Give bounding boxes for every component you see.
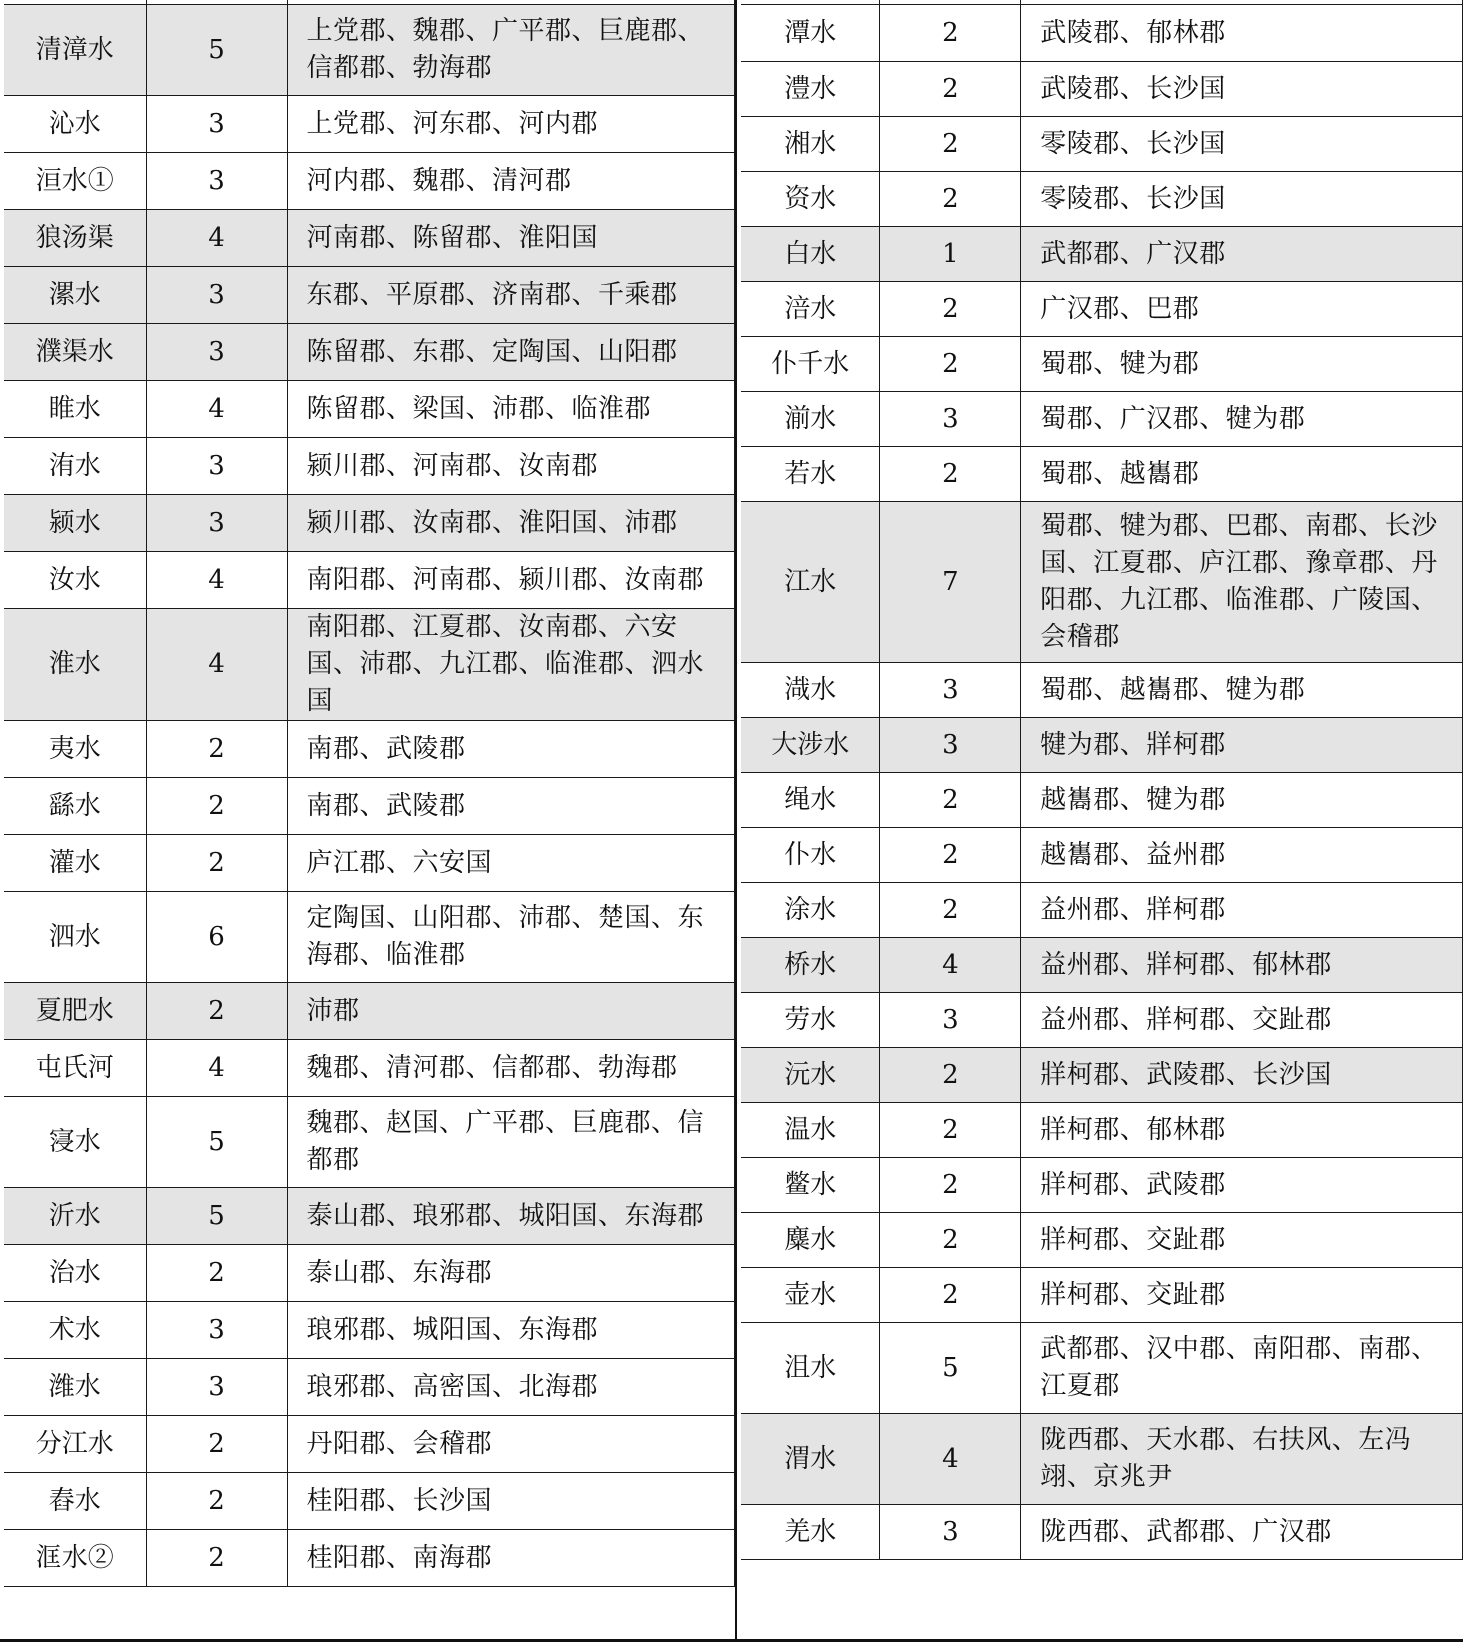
commandery-list: 桂阳郡、南海郡 — [287, 1530, 734, 1587]
river-name: 睢水 — [4, 381, 146, 438]
table-row — [741, 1213, 1463, 1268]
commandery-count: 2 — [880, 117, 1021, 172]
commandery-list: 魏郡、赵国、广平郡、巨鹿郡、信都郡 — [287, 1097, 734, 1188]
table-row — [741, 282, 1463, 337]
river-name: 湔水 — [741, 392, 880, 447]
table-row — [741, 828, 1463, 883]
river-name: 壶水 — [741, 1268, 880, 1323]
table-row — [741, 1414, 1463, 1505]
commandery-list: 琅邪郡、城阳国、东海郡 — [287, 1302, 734, 1359]
table-row — [741, 447, 1463, 502]
river-name: 寖水 — [4, 1097, 146, 1188]
table-row — [4, 1097, 734, 1188]
river-name: 温水 — [741, 1103, 880, 1158]
commandery-list: 陈留郡、梁国、沛郡、临淮郡 — [287, 381, 734, 438]
commandery-count: 2 — [146, 1473, 287, 1530]
river-name: 洭水② — [4, 1530, 146, 1587]
commandery-count: 3 — [146, 96, 287, 153]
commandery-list: 蜀郡、越巂郡、犍为郡 — [1021, 663, 1463, 718]
commandery-count: 5 — [146, 1188, 287, 1245]
river-name: 麋水 — [741, 1213, 880, 1268]
commandery-list: 南郡、武陵郡 — [287, 778, 734, 835]
table-row — [4, 438, 734, 495]
commandery-list: 南阳郡、江夏郡、汝南郡、六安国、沛郡、九江郡、临淮郡、泗水国 — [287, 609, 734, 721]
table-row — [741, 718, 1463, 773]
commandery-list: 南阳郡、河南郡、颍川郡、汝南郡 — [287, 552, 734, 609]
commandery-count: 2 — [880, 447, 1021, 502]
commandery-count: 2 — [880, 337, 1021, 392]
commandery-count: 3 — [146, 1302, 287, 1359]
commandery-list: 颍川郡、河南郡、汝南郡 — [287, 438, 734, 495]
river-name: 潭水 — [741, 5, 880, 62]
commandery-list: 蜀郡、犍为郡、巴郡、南郡、长沙国、江夏郡、庐江郡、豫章郡、丹阳郡、九江郡、临淮郡、广陵国、会稽郡 — [1021, 502, 1463, 663]
commandery-count: 2 — [880, 883, 1021, 938]
river-name: 潍水 — [4, 1359, 146, 1416]
commandery-count: 7 — [880, 502, 1021, 663]
river-name: 濮渠水 — [4, 324, 146, 381]
commandery-list: 颍川郡、汝南郡、淮阳国、沛郡 — [287, 495, 734, 552]
table-row — [4, 381, 734, 438]
table-row — [4, 267, 734, 324]
river-name: 沮水 — [741, 1323, 880, 1414]
river-name: 涪水 — [741, 282, 880, 337]
commandery-count: 2 — [146, 778, 287, 835]
commandery-list: 越巂郡、犍为郡 — [1021, 773, 1463, 828]
table-row — [741, 1048, 1463, 1103]
commandery-list: 定陶国、山阳郡、沛郡、楚国、东海郡、临淮郡 — [287, 892, 734, 983]
table-row — [4, 835, 734, 892]
table-row — [741, 663, 1463, 718]
table-row — [4, 210, 734, 267]
commandery-count: 4 — [146, 1040, 287, 1097]
table-row — [741, 1158, 1463, 1213]
commandery-count: 3 — [146, 153, 287, 210]
commandery-list: 沛郡 — [287, 983, 734, 1040]
river-name: 若水 — [741, 447, 880, 502]
commandery-list: 陇西郡、天水郡、右扶风、左冯翊、京兆尹 — [1021, 1414, 1463, 1505]
river-name: 夷水 — [4, 721, 146, 778]
commandery-count: 2 — [880, 773, 1021, 828]
commandery-list: 上党郡、河东郡、河内郡 — [287, 96, 734, 153]
commandery-list: 上党郡、魏郡、广平郡、巨鹿郡、信都郡、勃海郡 — [287, 5, 734, 96]
table-row — [741, 62, 1463, 117]
river-name: 沅水 — [741, 1048, 880, 1103]
commandery-list: 蜀郡、犍为郡 — [1021, 337, 1463, 392]
river-name: 狼汤渠 — [4, 210, 146, 267]
river-name: 治水 — [4, 1245, 146, 1302]
commandery-list: 益州郡、牂柯郡、交趾郡 — [1021, 993, 1463, 1048]
commandery-count: 2 — [146, 835, 287, 892]
table-row — [741, 502, 1463, 663]
table-row — [741, 1268, 1463, 1323]
table-row — [4, 1040, 734, 1097]
commandery-list: 犍为郡、牂柯郡 — [1021, 718, 1463, 773]
commandery-list: 牂柯郡、郁林郡 — [1021, 1103, 1463, 1158]
commandery-list: 广汉郡、巴郡 — [1021, 282, 1463, 337]
river-name: 渭水 — [741, 1414, 880, 1505]
commandery-count: 3 — [146, 438, 287, 495]
river-name: 沂水 — [4, 1188, 146, 1245]
table-row — [741, 227, 1463, 282]
table-row — [4, 778, 734, 835]
commandery-list: 武陵郡、郁林郡 — [1021, 5, 1463, 62]
commandery-count: 3 — [880, 1505, 1021, 1560]
river-name: 渽水 — [741, 663, 880, 718]
table-row — [4, 324, 734, 381]
table-row — [4, 609, 734, 721]
river-name: 颍水 — [4, 495, 146, 552]
commandery-count: 2 — [146, 1245, 287, 1302]
river-name: 屯氏河 — [4, 1040, 146, 1097]
commandery-count: 1 — [880, 227, 1021, 282]
commandery-list: 牂柯郡、武陵郡、长沙国 — [1021, 1048, 1463, 1103]
commandery-count: 2 — [880, 1048, 1021, 1103]
commandery-list: 陇西郡、武都郡、广汉郡 — [1021, 1505, 1463, 1560]
river-name: 夏肥水 — [4, 983, 146, 1040]
river-name: 澧水 — [741, 62, 880, 117]
commandery-list: 越巂郡、益州郡 — [1021, 828, 1463, 883]
river-name: 资水 — [741, 172, 880, 227]
river-name: 繇水 — [4, 778, 146, 835]
table-row — [741, 1103, 1463, 1158]
river-name: 分江水 — [4, 1416, 146, 1473]
table-row — [4, 892, 734, 983]
river-name: 清漳水 — [4, 5, 146, 96]
table-row — [741, 773, 1463, 828]
commandery-count: 2 — [880, 282, 1021, 337]
commandery-count: 2 — [880, 5, 1021, 62]
river-name: 泗水 — [4, 892, 146, 983]
commandery-list: 零陵郡、长沙国 — [1021, 172, 1463, 227]
commandery-count: 3 — [146, 324, 287, 381]
commandery-count: 2 — [146, 721, 287, 778]
table-row — [741, 1323, 1463, 1414]
commandery-count: 3 — [146, 495, 287, 552]
commandery-list: 魏郡、清河郡、信都郡、勃海郡 — [287, 1040, 734, 1097]
table-row — [741, 172, 1463, 227]
commandery-list: 零陵郡、长沙国 — [1021, 117, 1463, 172]
commandery-list: 陈留郡、东郡、定陶国、山阳郡 — [287, 324, 734, 381]
table-row — [4, 1188, 734, 1245]
commandery-count: 2 — [880, 62, 1021, 117]
commandery-list: 河内郡、魏郡、清河郡 — [287, 153, 734, 210]
river-name: 漯水 — [4, 267, 146, 324]
table-row — [4, 5, 734, 96]
river-name: 洹水① — [4, 153, 146, 210]
table-row — [4, 96, 734, 153]
river-name: 汝水 — [4, 552, 146, 609]
commandery-count: 2 — [146, 1530, 287, 1587]
commandery-list: 牂柯郡、交趾郡 — [1021, 1268, 1463, 1323]
commandery-count: 3 — [880, 392, 1021, 447]
river-name: 涂水 — [741, 883, 880, 938]
commandery-count: 2 — [880, 1158, 1021, 1213]
commandery-list: 泰山郡、琅邪郡、城阳国、东海郡 — [287, 1188, 734, 1245]
table-row — [741, 5, 1463, 62]
left-table — [4, 0, 735, 1587]
river-name: 劳水 — [741, 993, 880, 1048]
commandery-list: 河南郡、陈留郡、淮阳国 — [287, 210, 734, 267]
river-name: 沁水 — [4, 96, 146, 153]
commandery-list: 武陵郡、长沙国 — [1021, 62, 1463, 117]
river-name: 灌水 — [4, 835, 146, 892]
river-name: 湘水 — [741, 117, 880, 172]
commandery-count: 3 — [880, 663, 1021, 718]
table-row — [4, 1359, 734, 1416]
river-name: 淮水 — [4, 609, 146, 721]
commandery-count: 3 — [146, 267, 287, 324]
table-row — [4, 495, 734, 552]
table-row — [741, 392, 1463, 447]
commandery-count: 5 — [146, 5, 287, 96]
commandery-count: 4 — [880, 1414, 1021, 1505]
commandery-list: 泰山郡、东海郡 — [287, 1245, 734, 1302]
commandery-count: 2 — [880, 1213, 1021, 1268]
table-row — [741, 117, 1463, 172]
commandery-list: 琅邪郡、高密国、北海郡 — [287, 1359, 734, 1416]
river-name: 白水 — [741, 227, 880, 282]
commandery-count: 3 — [880, 718, 1021, 773]
commandery-count: 4 — [146, 210, 287, 267]
bottom-rule — [0, 1639, 1463, 1642]
commandery-count: 2 — [146, 1416, 287, 1473]
commandery-list: 蜀郡、越巂郡 — [1021, 447, 1463, 502]
commandery-list: 庐江郡、六安国 — [287, 835, 734, 892]
table-row — [4, 983, 734, 1040]
table-row — [741, 993, 1463, 1048]
table-row — [4, 721, 734, 778]
river-name: 桥水 — [741, 938, 880, 993]
commandery-count: 2 — [146, 983, 287, 1040]
commandery-list: 武都郡、广汉郡 — [1021, 227, 1463, 282]
commandery-list: 益州郡、牂柯郡、郁林郡 — [1021, 938, 1463, 993]
table-row — [4, 153, 734, 210]
river-name: 江水 — [741, 502, 880, 663]
right-table — [741, 0, 1463, 1560]
commandery-list: 牂柯郡、武陵郡 — [1021, 1158, 1463, 1213]
commandery-count: 2 — [880, 828, 1021, 883]
commandery-list: 丹阳郡、会稽郡 — [287, 1416, 734, 1473]
commandery-count: 3 — [146, 1359, 287, 1416]
table-row — [741, 337, 1463, 392]
river-name: 仆千水 — [741, 337, 880, 392]
river-name: 绳水 — [741, 773, 880, 828]
river-name: 鳖水 — [741, 1158, 880, 1213]
commandery-count: 5 — [880, 1323, 1021, 1414]
table-row — [741, 938, 1463, 993]
column-divider — [735, 0, 737, 1641]
table-row — [741, 1505, 1463, 1560]
commandery-list: 牂柯郡、交趾郡 — [1021, 1213, 1463, 1268]
table-row — [4, 1473, 734, 1530]
commandery-count: 6 — [146, 892, 287, 983]
table-row — [4, 1245, 734, 1302]
river-name: 舂水 — [4, 1473, 146, 1530]
commandery-count: 4 — [146, 381, 287, 438]
river-name: 羌水 — [741, 1505, 880, 1560]
commandery-count: 4 — [146, 552, 287, 609]
commandery-list: 桂阳郡、长沙国 — [287, 1473, 734, 1530]
commandery-count: 4 — [146, 609, 287, 721]
table-row — [4, 1416, 734, 1473]
commandery-count: 2 — [880, 1268, 1021, 1323]
commandery-list: 东郡、平原郡、济南郡、千乘郡 — [287, 267, 734, 324]
table-row — [4, 552, 734, 609]
table-row — [4, 1302, 734, 1359]
commandery-count: 4 — [880, 938, 1021, 993]
river-name: 仆水 — [741, 828, 880, 883]
commandery-list: 南郡、武陵郡 — [287, 721, 734, 778]
commandery-count: 2 — [880, 1103, 1021, 1158]
commandery-list: 武都郡、汉中郡、南阳郡、南郡、江夏郡 — [1021, 1323, 1463, 1414]
commandery-count: 3 — [880, 993, 1021, 1048]
commandery-count: 5 — [146, 1097, 287, 1188]
commandery-list: 蜀郡、广汉郡、犍为郡 — [1021, 392, 1463, 447]
table-row — [4, 1530, 734, 1587]
river-name: 术水 — [4, 1302, 146, 1359]
commandery-list: 益州郡、牂柯郡 — [1021, 883, 1463, 938]
table-row — [741, 883, 1463, 938]
river-name: 大涉水 — [741, 718, 880, 773]
commandery-count: 2 — [880, 172, 1021, 227]
river-name: 洧水 — [4, 438, 146, 495]
